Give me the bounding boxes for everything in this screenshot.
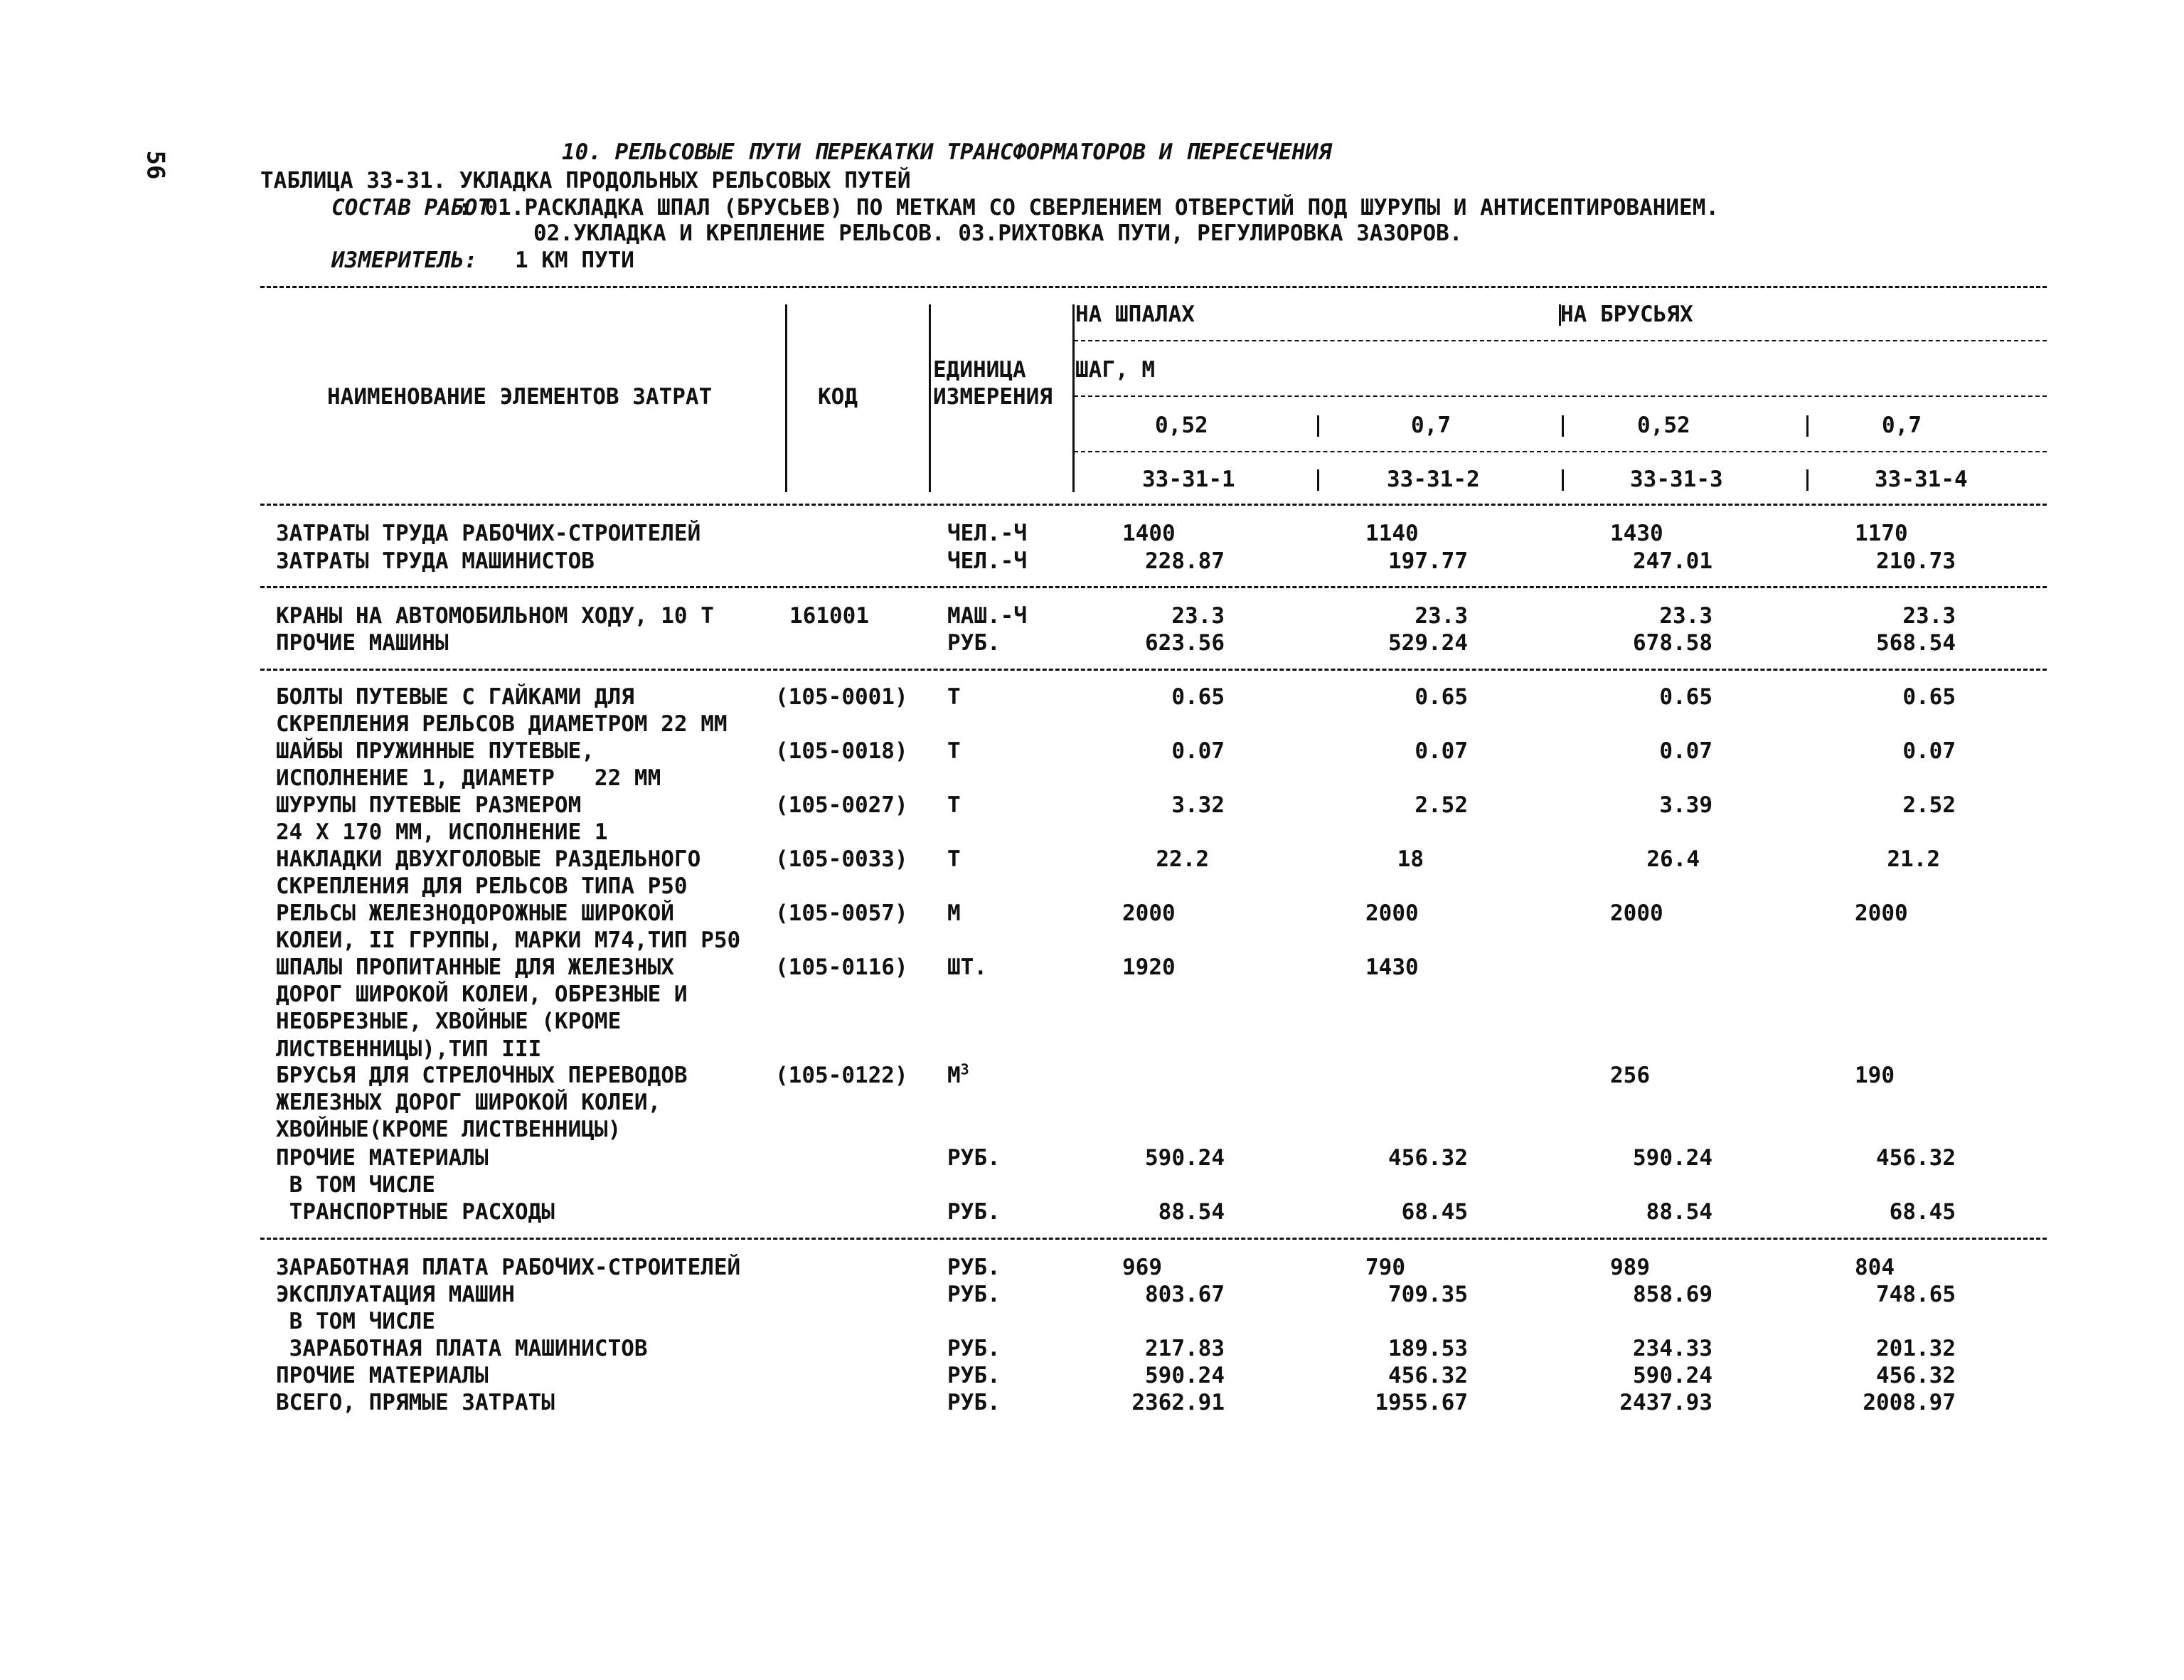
row-5-name-line-0: ШАЙБЫ ПРУЖИННЫЕ ПУТЕВЫЕ, (276, 738, 595, 764)
row-6-unit: Т (947, 792, 961, 818)
work-label: СОСТАВ РАБОТ (331, 195, 491, 220)
row-5-value-1: 0.07 (1171, 738, 1225, 764)
row-13-value-3: 989 (1610, 1255, 1650, 1280)
work-line-2: 02.УКЛАДКА И КРЕПЛЕНИЕ РЕЛЬСОВ. 03.РИХТОВКА ПУТИ, РЕГУЛИРОВКА ЗАЗОРОВ. (533, 220, 1463, 246)
row-13-value-1: 969 (1122, 1255, 1162, 1280)
row-0-value-1: 1400 (1122, 521, 1176, 546)
row-1-value-1: 228.87 (1145, 548, 1225, 574)
row-16-value-1: 590.24 (1145, 1363, 1225, 1388)
row-7-name-line-1: СКРЕПЛЕНИЯ ДЛЯ РЕЛЬСОВ ТИПА Р50 (276, 873, 688, 900)
row-10-value-4: 190 (1855, 1063, 1895, 1088)
name-header: НАИМЕНОВАНИЕ ЭЛЕМЕНТОВ ЗАТРАТ (327, 384, 713, 410)
measure-label: ИЗМЕРИТЕЛЬ: (331, 248, 478, 273)
row-16-value-4: 456.32 (1876, 1363, 1956, 1388)
divider-code-3 (1806, 469, 1809, 491)
row-12-name-line-0: ТРАНСПОРТНЫЕ РАСХОДЫ (276, 1199, 555, 1225)
row-5-value-2: 0.07 (1415, 738, 1468, 764)
row-4-value-1: 0.65 (1171, 684, 1225, 710)
row-3-value-1: 623.56 (1145, 630, 1225, 656)
row-14-value-1: 803.67 (1145, 1282, 1225, 1307)
row-6-value-4: 2.52 (1902, 792, 1956, 818)
row-6-value-2: 2.52 (1415, 792, 1468, 818)
row-7-code: (105-0033) (775, 846, 908, 872)
row-4-value-4: 0.65 (1902, 684, 1956, 710)
row-10-unit-superscript: 3 (960, 1060, 969, 1078)
row-10-value-3: 256 (1610, 1063, 1650, 1088)
row-15-name-line-0: ЗАРАБОТНАЯ ПЛАТА МАШИНИСТОВ (276, 1336, 648, 1361)
row-2-unit: МАШ.-Ч (947, 603, 1027, 629)
step-1: 0,52 (1155, 413, 1208, 438)
rule-group (1074, 340, 2047, 341)
row-2-value-4: 23.3 (1902, 603, 1956, 629)
divider-code-unit (929, 304, 931, 492)
col-code-4: 33-31-4 (1875, 467, 1968, 492)
row-13-value-2: 790 (1365, 1255, 1405, 1280)
row-12-value-3: 88.54 (1646, 1199, 1712, 1225)
row-11-name-line-0: ПРОЧИЕ МАТЕРИАЛЫ (276, 1145, 489, 1171)
row-8-value-4: 2000 (1855, 900, 1908, 926)
row-17-value-3: 2437.93 (1619, 1390, 1712, 1415)
unit-header-2: ИЗМЕРЕНИЯ (933, 384, 1053, 410)
row-10-name-line-1: ЖЕЛЕЗНЫХ ДОРОГ ШИРОКОЙ КОЛЕИ, (276, 1090, 661, 1116)
row-8-name-line-0: РЕЛЬСЫ ЖЕЛЕЗНОДОРОЖНЫЕ ШИРОКОЙ (276, 900, 674, 926)
table-title: ТАБЛИЦА 33-31. УКЛАДКА ПРОДОЛЬНЫХ РЕЛЬСОВЫХ ПУТЕЙ (260, 168, 911, 193)
row-10-code: (105-0122) (775, 1063, 908, 1088)
row-9-value-1: 1920 (1122, 955, 1176, 980)
section-title: 10. РЕЛЬСОВЫЕ ПУТИ ПЕРЕКАТКИ ТРАНСФОРМАТОРОВ И ПЕРЕСЕЧЕНИЯ (562, 139, 1332, 165)
row-16-name-line-0: ПРОЧИЕ МАТЕРИАЛЫ (276, 1363, 489, 1388)
row-1-name-line-0: ЗАТРАТЫ ТРУДА МАШИНИСТОВ (276, 548, 595, 574)
row-17-unit: РУБ. (947, 1390, 1001, 1415)
row-16-unit: РУБ. (947, 1363, 1001, 1388)
row-6-name-line-0: ШУРУПЫ ПУТЕВЫЕ РАЗМЕРОМ (276, 792, 582, 818)
row-11-name-line-1: В ТОМ ЧИСЛЕ (276, 1172, 435, 1198)
row-10-name-line-0: БРУСЬЯ ДЛЯ СТРЕЛОЧНЫХ ПЕРЕВОДОВ (276, 1063, 688, 1088)
row-4-value-3: 0.65 (1659, 684, 1712, 710)
work-line-1: : 01.РАСКЛАДКА ШПАЛ (БРУСЬЕВ) ПО МЕТКАМ СО СВЕРЛЕНИЕМ ОТВЕРСТИЙ ПОД ШУРУПЫ И АНТИСЕПТИРОВАНИЕМ. (458, 195, 1720, 220)
row-7-name-line-0: НАКЛАДКИ ДВУХГОЛОВЫЕ РАЗДЕЛЬНОГО (276, 846, 701, 872)
row-0-value-4: 1170 (1855, 521, 1908, 546)
row-3-value-3: 678.58 (1633, 630, 1712, 656)
row-15-unit: РУБ. (947, 1336, 1001, 1361)
divider-code-1 (1317, 469, 1319, 491)
step-4: 0,7 (1882, 413, 1922, 438)
row-9-name-line-2: НЕОБРЕЗНЫЕ, ХВОЙНЫЕ (КРОМЕ (276, 1009, 622, 1035)
group-sleepers: НА ШПАЛАХ (1075, 302, 1195, 327)
row-12-value-1: 88.54 (1158, 1199, 1225, 1225)
step-3: 0,52 (1637, 413, 1690, 438)
row-6-code: (105-0027) (775, 792, 908, 818)
divider-code-2 (1562, 469, 1564, 491)
row-2-value-3: 23.3 (1659, 603, 1712, 629)
row-5-unit: Т (947, 738, 961, 764)
row-2-value-2: 23.3 (1415, 603, 1468, 629)
row-0-name-line-0: ЗАТРАТЫ ТРУДА РАБОЧИХ-СТРОИТЕЛЕЙ (276, 521, 701, 546)
row-0-value-3: 1430 (1610, 521, 1663, 546)
row-13-unit: РУБ. (947, 1255, 1001, 1280)
row-14-value-4: 748.65 (1876, 1282, 1956, 1307)
row-7-value-4: 21.2 (1887, 846, 1940, 872)
row-14-name-line-1: В ТОМ ЧИСЛЕ (276, 1309, 435, 1335)
row-2-value-1: 23.3 (1171, 603, 1225, 629)
row-4-code: (105-0001) (775, 684, 908, 710)
row-10-name-line-2: ХВОЙНЫЕ(КРОМЕ ЛИСТВЕННИЦЫ) (276, 1117, 622, 1143)
row-12-value-2: 68.45 (1401, 1199, 1468, 1225)
row-5-value-3: 0.07 (1659, 738, 1712, 764)
row-16-value-2: 456.32 (1388, 1363, 1468, 1388)
row-14-value-3: 858.69 (1633, 1282, 1712, 1307)
row-15-value-1: 217.83 (1145, 1336, 1225, 1361)
rule-header-bottom (260, 504, 2047, 506)
row-15-value-4: 201.32 (1876, 1336, 1956, 1361)
row-12-value-4: 68.45 (1889, 1199, 1956, 1225)
row-5-code: (105-0018) (775, 738, 908, 764)
divider-unit-values (1072, 304, 1075, 492)
row-15-value-2: 189.53 (1388, 1336, 1468, 1361)
row-8-value-1: 2000 (1122, 900, 1176, 926)
row-7-unit: Т (947, 846, 961, 872)
row-1-unit: ЧЕЛ.-Ч (947, 548, 1027, 574)
row-0-value-2: 1140 (1365, 521, 1419, 546)
row-3-value-2: 529.24 (1388, 630, 1468, 656)
row-16-value-3: 590.24 (1633, 1363, 1712, 1388)
row-2-code: 161001 (789, 603, 869, 629)
row-15-value-3: 234.33 (1633, 1336, 1712, 1361)
row-3-unit: РУБ. (947, 630, 1001, 656)
row-2-name-line-0: КРАНЫ НА АВТОМОБИЛЬНОМ ХОДУ, 10 Т (276, 603, 714, 629)
row-3-value-4: 568.54 (1876, 630, 1956, 656)
row-7-value-2: 18 (1397, 846, 1424, 872)
divider-name-code (785, 304, 787, 492)
row-17-value-2: 1955.67 (1375, 1390, 1468, 1415)
row-5-value-4: 0.07 (1902, 738, 1956, 764)
divider-groups (1559, 304, 1561, 326)
row-6-value-1: 3.32 (1171, 792, 1225, 818)
row-0-unit: ЧЕЛ.-Ч (947, 521, 1027, 546)
divider-step-1 (1317, 415, 1319, 437)
row-6-value-3: 3.39 (1659, 792, 1712, 818)
rule-codes (1074, 451, 2047, 452)
row-11-unit: РУБ. (947, 1145, 1001, 1171)
row-9-name-line-1: ДОРОГ ШИРОКОЙ КОЛЕИ, ОБРЕЗНЫЕ И (276, 982, 688, 1008)
row-4-name-line-1: СКРЕПЛЕНИЯ РЕЛЬСОВ ДИАМЕТРОМ 22 ММ (276, 711, 728, 738)
step-header: ШАГ, М (1075, 357, 1155, 383)
row-separator-3 (260, 669, 2047, 671)
row-12-unit: РУБ. (947, 1199, 1001, 1225)
row-8-name-line-1: КОЛЕИ, II ГРУППЫ, МАРКИ М74,ТИП Р50 (276, 927, 741, 954)
row-1-value-4: 210.73 (1876, 548, 1956, 574)
row-17-value-1: 2362.91 (1131, 1390, 1225, 1415)
row-14-value-2: 709.35 (1388, 1282, 1468, 1307)
rule-top (260, 286, 2047, 288)
code-header: КОД (818, 384, 858, 410)
row-3-name-line-0: ПРОЧИЕ МАШИНЫ (276, 630, 449, 656)
row-11-value-2: 456.32 (1388, 1145, 1468, 1171)
page-number: 56 (141, 150, 170, 180)
row-8-unit: М (947, 900, 961, 926)
row-11-value-1: 590.24 (1145, 1145, 1225, 1171)
row-9-name-line-3: ЛИСТВЕННИЦЫ),ТИП III (276, 1036, 542, 1062)
row-separator-1 (260, 586, 2047, 588)
rule-step (1074, 395, 2047, 397)
row-4-name-line-0: БОЛТЫ ПУТЕВЫЕ С ГАЙКАМИ ДЛЯ (276, 684, 634, 710)
row-9-value-2: 1430 (1365, 955, 1419, 980)
col-code-3: 33-31-3 (1630, 467, 1723, 492)
row-4-value-2: 0.65 (1415, 684, 1468, 710)
divider-step-3 (1806, 415, 1809, 437)
group-beams: НА БРУСЬЯХ (1560, 302, 1693, 327)
row-14-unit: РУБ. (947, 1282, 1001, 1307)
step-2: 0,7 (1411, 413, 1451, 438)
row-10-unit: $М^3$ (947, 1060, 969, 1088)
row-9-name-line-0: ШПАЛЫ ПРОПИТАННЫЕ ДЛЯ ЖЕЛЕЗНЫХ (276, 955, 674, 980)
col-code-2: 33-31-2 (1387, 467, 1480, 492)
col-code-1: 33-31-1 (1142, 467, 1235, 492)
row-9-code: (105-0116) (775, 955, 908, 980)
row-7-value-1: 22.2 (1156, 846, 1209, 872)
row-17-name-line-0: ВСЕГО, ПРЯМЫЕ ЗАТРАТЫ (276, 1390, 555, 1415)
row-1-value-3: 247.01 (1633, 548, 1712, 574)
row-8-value-3: 2000 (1610, 900, 1663, 926)
row-8-value-2: 2000 (1365, 900, 1419, 926)
unit-header-1: ЕДИНИЦА (933, 357, 1026, 383)
row-13-name-line-0: ЗАРАБОТНАЯ ПЛАТА РАБОЧИХ-СТРОИТЕЛЕЙ (276, 1255, 741, 1280)
row-separator-12 (260, 1238, 2047, 1240)
row-6-name-line-1: 24 Х 170 ММ, ИСПОЛНЕНИЕ 1 (276, 819, 608, 846)
row-1-value-2: 197.77 (1388, 548, 1468, 574)
row-4-unit: Т (947, 684, 961, 710)
row-8-code: (105-0057) (775, 900, 908, 926)
row-13-value-4: 804 (1855, 1255, 1895, 1280)
row-17-value-4: 2008.97 (1863, 1390, 1956, 1415)
row-9-unit: ШТ. (947, 955, 987, 980)
row-7-value-3: 26.4 (1646, 846, 1700, 872)
row-11-value-3: 590.24 (1633, 1145, 1712, 1171)
measure-value: 1 КМ ПУТИ (515, 248, 634, 273)
row-14-name-line-0: ЭКСПЛУАТАЦИЯ МАШИН (276, 1282, 515, 1307)
row-5-name-line-1: ИСПОЛНЕНИЕ 1, ДИАМЕТР 22 ММ (276, 765, 661, 792)
divider-step-2 (1562, 415, 1564, 437)
row-11-value-4: 456.32 (1876, 1145, 1956, 1171)
